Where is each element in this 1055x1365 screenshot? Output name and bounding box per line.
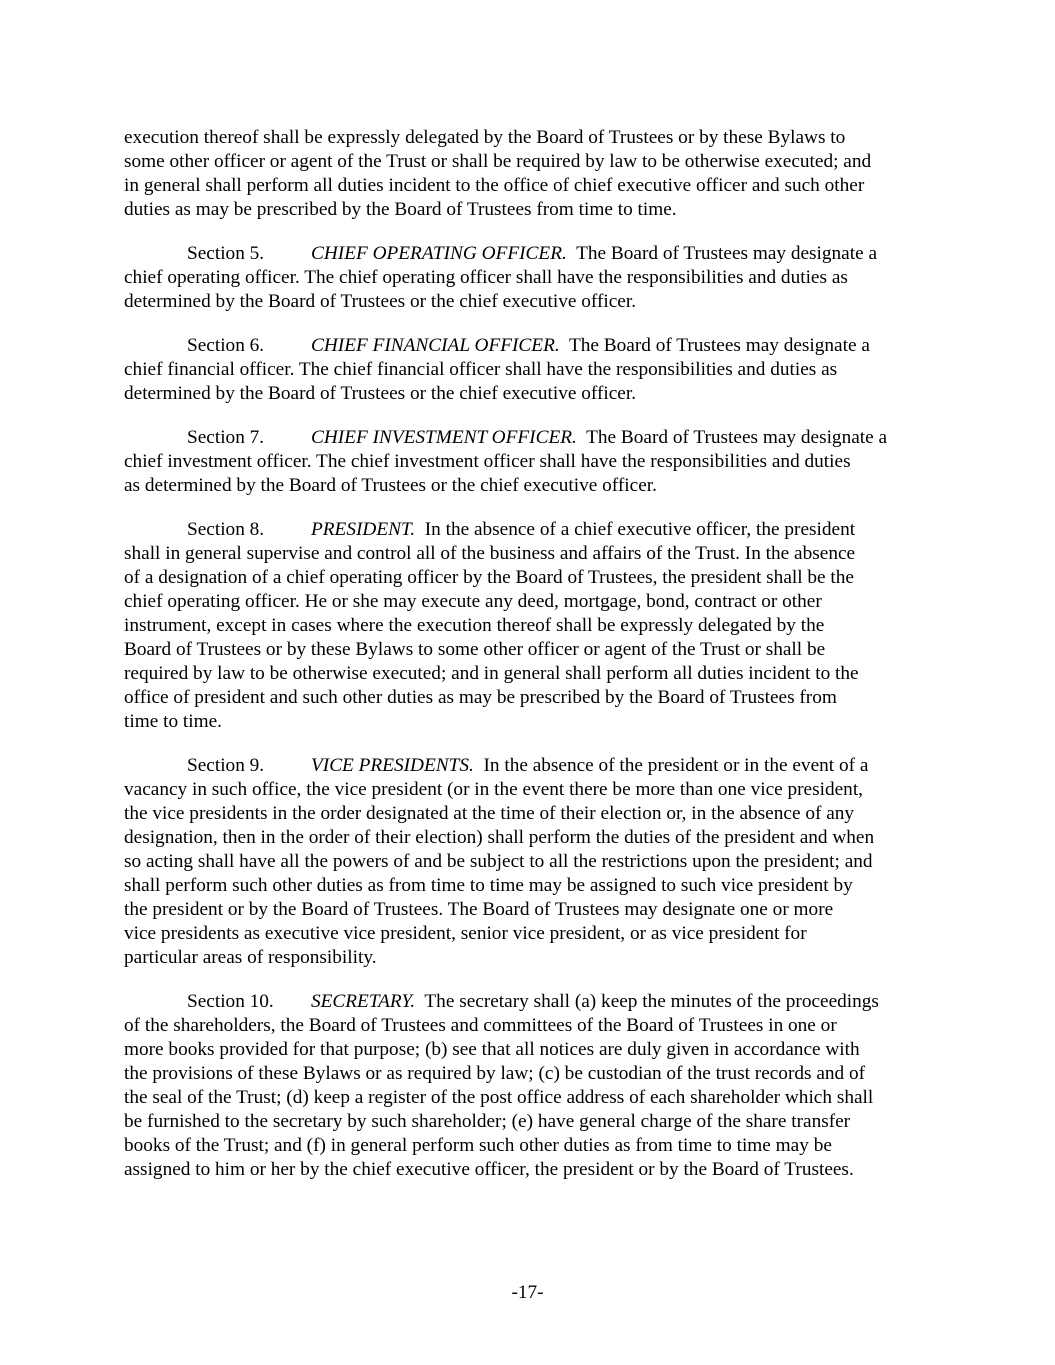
paragraph-line: Board of Trustees or by these Bylaws to some other officer or agent of the Trust or shall be — [124, 639, 826, 660]
paragraph-line: some other officer or agent of the Trust or shall be required by law to be otherwise executed; and — [124, 151, 872, 172]
paragraph-line: determined by the Board of Trustees or the chief executive officer. — [124, 291, 637, 312]
section-heading: SECRETARY. — [311, 991, 416, 1012]
paragraph-line: books of the Trust; and (f) in general perform such other duties as from time to time may be — [124, 1135, 832, 1156]
paragraph-line: the vice presidents in the order designated at the time of their election or, in the absence of any — [124, 803, 855, 824]
paragraph-line: be furnished to the secretary by such shareholder; (e) have general charge of the share transfer — [124, 1111, 851, 1132]
section-number: Section 6. — [187, 335, 265, 356]
section-first-line — [124, 242, 932, 266]
section-first-line — [124, 754, 932, 778]
section-number: Section 8. — [187, 519, 265, 540]
paragraph-line: shall in general supervise and control all of the business and affairs of the Trust. In the absence — [124, 543, 856, 564]
paragraph-line: particular areas of responsibility. — [124, 947, 377, 968]
paragraph-line: assigned to him or her by the chief executive officer, the president or by the Board of Trustees. — [124, 1159, 854, 1180]
paragraph-line: required by law to be otherwise executed; and in general shall perform all duties incident to the — [124, 663, 859, 684]
paragraph-line: designation, then in the order of their election) shall perform the duties of the president and when — [124, 827, 875, 848]
paragraph-line: of a designation of a chief operating officer by the Board of Trustees, the president shall be the — [124, 567, 854, 588]
intro-paragraph — [124, 126, 932, 222]
section-first-line — [124, 334, 932, 358]
section-lead-text: The Board of Trustees may designate a — [566, 243, 878, 264]
paragraph-line: the provisions of these Bylaws or as required by law; (c) be custodian of the trust records and of — [124, 1063, 866, 1084]
section-heading: CHIEF FINANCIAL OFFICER. — [311, 335, 560, 356]
paragraph-line: office of president and such other duties as may be prescribed by the Board of Trustees from — [124, 687, 837, 708]
section-6-paragraph — [124, 334, 932, 406]
paragraph-line: vice presidents as executive vice president, senior vice president, or as vice president for — [124, 923, 807, 944]
paragraph-line: the president or by the Board of Trustees. The Board of Trustees may designate one or more — [124, 899, 834, 920]
paragraph-line: time to time. — [124, 711, 222, 732]
section-number: Section 9. — [187, 755, 265, 776]
paragraph-line: more books provided for that purpose; (b) see that all notices are duly given in accordance with — [124, 1039, 860, 1060]
section-5-paragraph — [124, 242, 932, 314]
section-lead-text: The Board of Trustees may designate a — [559, 335, 870, 356]
section-first-line — [124, 990, 932, 1014]
section-9-paragraph — [124, 754, 932, 970]
section-heading: VICE PRESIDENTS. — [311, 755, 474, 776]
paragraph-line: the seal of the Trust; (d) keep a register of the post office address of each shareholder which shall — [124, 1087, 874, 1108]
section-lead-text: The secretary shall (a) keep the minutes of the proceedings — [415, 991, 879, 1012]
section-lead-text: In the absence of a chief executive officer, the president — [415, 519, 856, 540]
section-8-paragraph — [124, 518, 932, 734]
paragraph-line: determined by the Board of Trustees or the chief executive officer. — [124, 383, 637, 404]
section-7-paragraph — [124, 426, 932, 498]
page-number: -17- — [511, 1282, 544, 1303]
paragraph-line: vacancy in such office, the vice president (or in the event there be more than one vice president, — [124, 779, 863, 800]
paragraph-line: instrument, except in cases where the execution thereof shall be expressly delegated by the — [124, 615, 825, 636]
section-heading: CHIEF OPERATING OFFICER. — [311, 243, 567, 264]
section-first-line — [124, 518, 932, 542]
paragraph-line: so acting shall have all the powers of and be subject to all the restrictions upon the president; and — [124, 851, 873, 872]
paragraph-line: chief financial officer. The chief financial officer shall have the responsibilities and duties as — [124, 359, 838, 380]
paragraph-line: in general shall perform all duties incident to the office of chief executive officer and such other — [124, 175, 865, 196]
paragraph-line: shall perform such other duties as from time to time may be assigned to such vice president by — [124, 875, 853, 896]
paragraph-line: chief operating officer. The chief operating officer shall have the responsibilities and duties as — [124, 267, 848, 288]
paragraph-line: chief investment officer. The chief investment officer shall have the responsibilities and duties — [124, 451, 851, 472]
section-heading: CHIEF INVESTMENT OFFICER. — [311, 427, 577, 448]
section-lead-text: In the absence of the president or in the event of a — [473, 755, 869, 776]
section-number: Section 5. — [187, 243, 265, 264]
section-lead-text: The Board of Trustees may designate a — [576, 427, 888, 448]
section-number: Section 10. — [187, 991, 274, 1012]
paragraph-line: of the shareholders, the Board of Trustees and committees of the Board of Trustees in one or — [124, 1015, 837, 1036]
paragraph-line: execution thereof shall be expressly delegated by the Board of Trustees or by these Bylaws to — [124, 127, 846, 148]
section-first-line — [124, 426, 932, 450]
section-10-paragraph — [124, 990, 932, 1182]
page-body — [124, 126, 932, 1202]
paragraph-line: chief operating officer. He or she may execute any deed, mortgage, bond, contract or other — [124, 591, 822, 612]
section-heading: PRESIDENT. — [311, 519, 416, 540]
paragraph-line: as determined by the Board of Trustees or the chief executive officer. — [124, 475, 657, 496]
section-number: Section 7. — [187, 427, 265, 448]
paragraph-line: duties as may be prescribed by the Board of Trustees from time to time. — [124, 199, 677, 220]
